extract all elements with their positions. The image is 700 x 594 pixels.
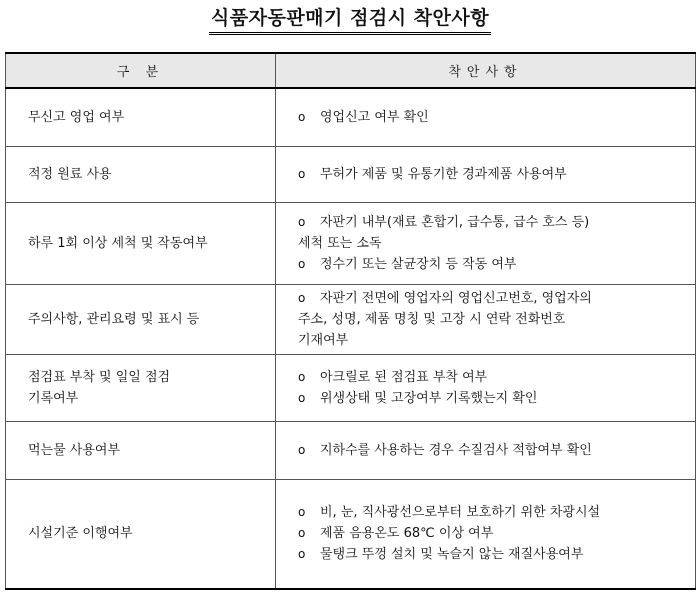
table-row [6,284,696,354]
table-row [6,354,696,421]
row-category: 적정 원료 사용 [6,146,276,202]
checkpoint-item-continued: 기재여부 [298,332,349,348]
table-header-row [6,53,696,88]
row-category: 점검표 부착 및 일일 점검 기록여부 [6,354,276,421]
row-category: 시설기준 이행여부 [6,479,276,589]
checkpoint-item: o 위생상태 및 고장여부 기록했는지 확인 [298,388,687,409]
row-checkpoints [276,202,696,284]
checkpoint-item: o 자판기 전면에 영업자의 영업신고번호, 영업자의 [298,288,687,309]
bullet-icon: o [298,390,306,405]
checkpoint-item: o 무허가 제품 및 유통기한 경과제품 사용여부 [298,164,687,185]
table-row [6,88,696,146]
title-text: 식품자동판매기 점검시 착안사항 [209,6,491,35]
bullet-icon: o [298,256,306,271]
checkpoint-item: o 정수기 또는 살균장치 등 작동 여부 [298,254,687,275]
row-checkpoints [276,354,696,421]
row-checkpoints [276,88,696,146]
bullet-icon: o [298,290,306,305]
row-category: 주의사항, 관리요령 및 표시 등 [6,284,276,354]
row-category: 무신고 영업 여부 [6,88,276,146]
document-title [0,6,700,35]
bullet-icon: o [298,526,306,541]
header-category: 구 분 [6,53,276,88]
inspection-checklist-table [5,52,696,590]
checkpoint-item: o 아크릴로 된 점검표 부착 여부 [298,367,687,388]
row-checkpoints [276,146,696,202]
table-row [6,146,696,202]
bullet-icon: o [298,109,306,124]
checkpoint-item: o 물탱크 뚜껑 설치 및 녹슬지 않는 재질사용여부 [298,544,687,565]
checkpoint-item: o 제품 음용온도 68℃ 이상 여부 [298,523,687,544]
bullet-icon: o [298,505,306,520]
checkpoint-item: o 비, 눈, 직사광선으로부터 보호하기 위한 차광시설 [298,502,687,523]
table-row [6,202,696,284]
bullet-icon: o [298,166,306,181]
bullet-icon: o [298,547,306,562]
row-checkpoints [276,421,696,479]
checkpoint-item-continued: 세척 또는 소독 [298,235,382,251]
checkpoint-item: o 영업신고 여부 확인 [298,107,687,128]
checkpoint-item-continued: 주소, 성명, 제품 명칭 및 고장 시 연락 전화번호 [298,311,566,327]
row-checkpoints [276,479,696,589]
row-category: 먹는물 사용여부 [6,421,276,479]
table-row [6,421,696,479]
bullet-icon: o [298,442,306,457]
checkpoint-item: o 자판기 내부(재료 혼합기, 급수통, 급수 호스 등) [298,212,687,233]
row-category: 하루 1회 이상 세척 및 작동여부 [6,202,276,284]
bullet-icon: o [298,369,306,384]
bullet-icon: o [298,214,306,229]
header-checkpoints: 착안사항 [276,53,696,88]
checkpoint-item: o 지하수를 사용하는 경우 수질검사 적합여부 확인 [298,440,687,461]
table-row [6,479,696,589]
row-checkpoints [276,284,696,354]
